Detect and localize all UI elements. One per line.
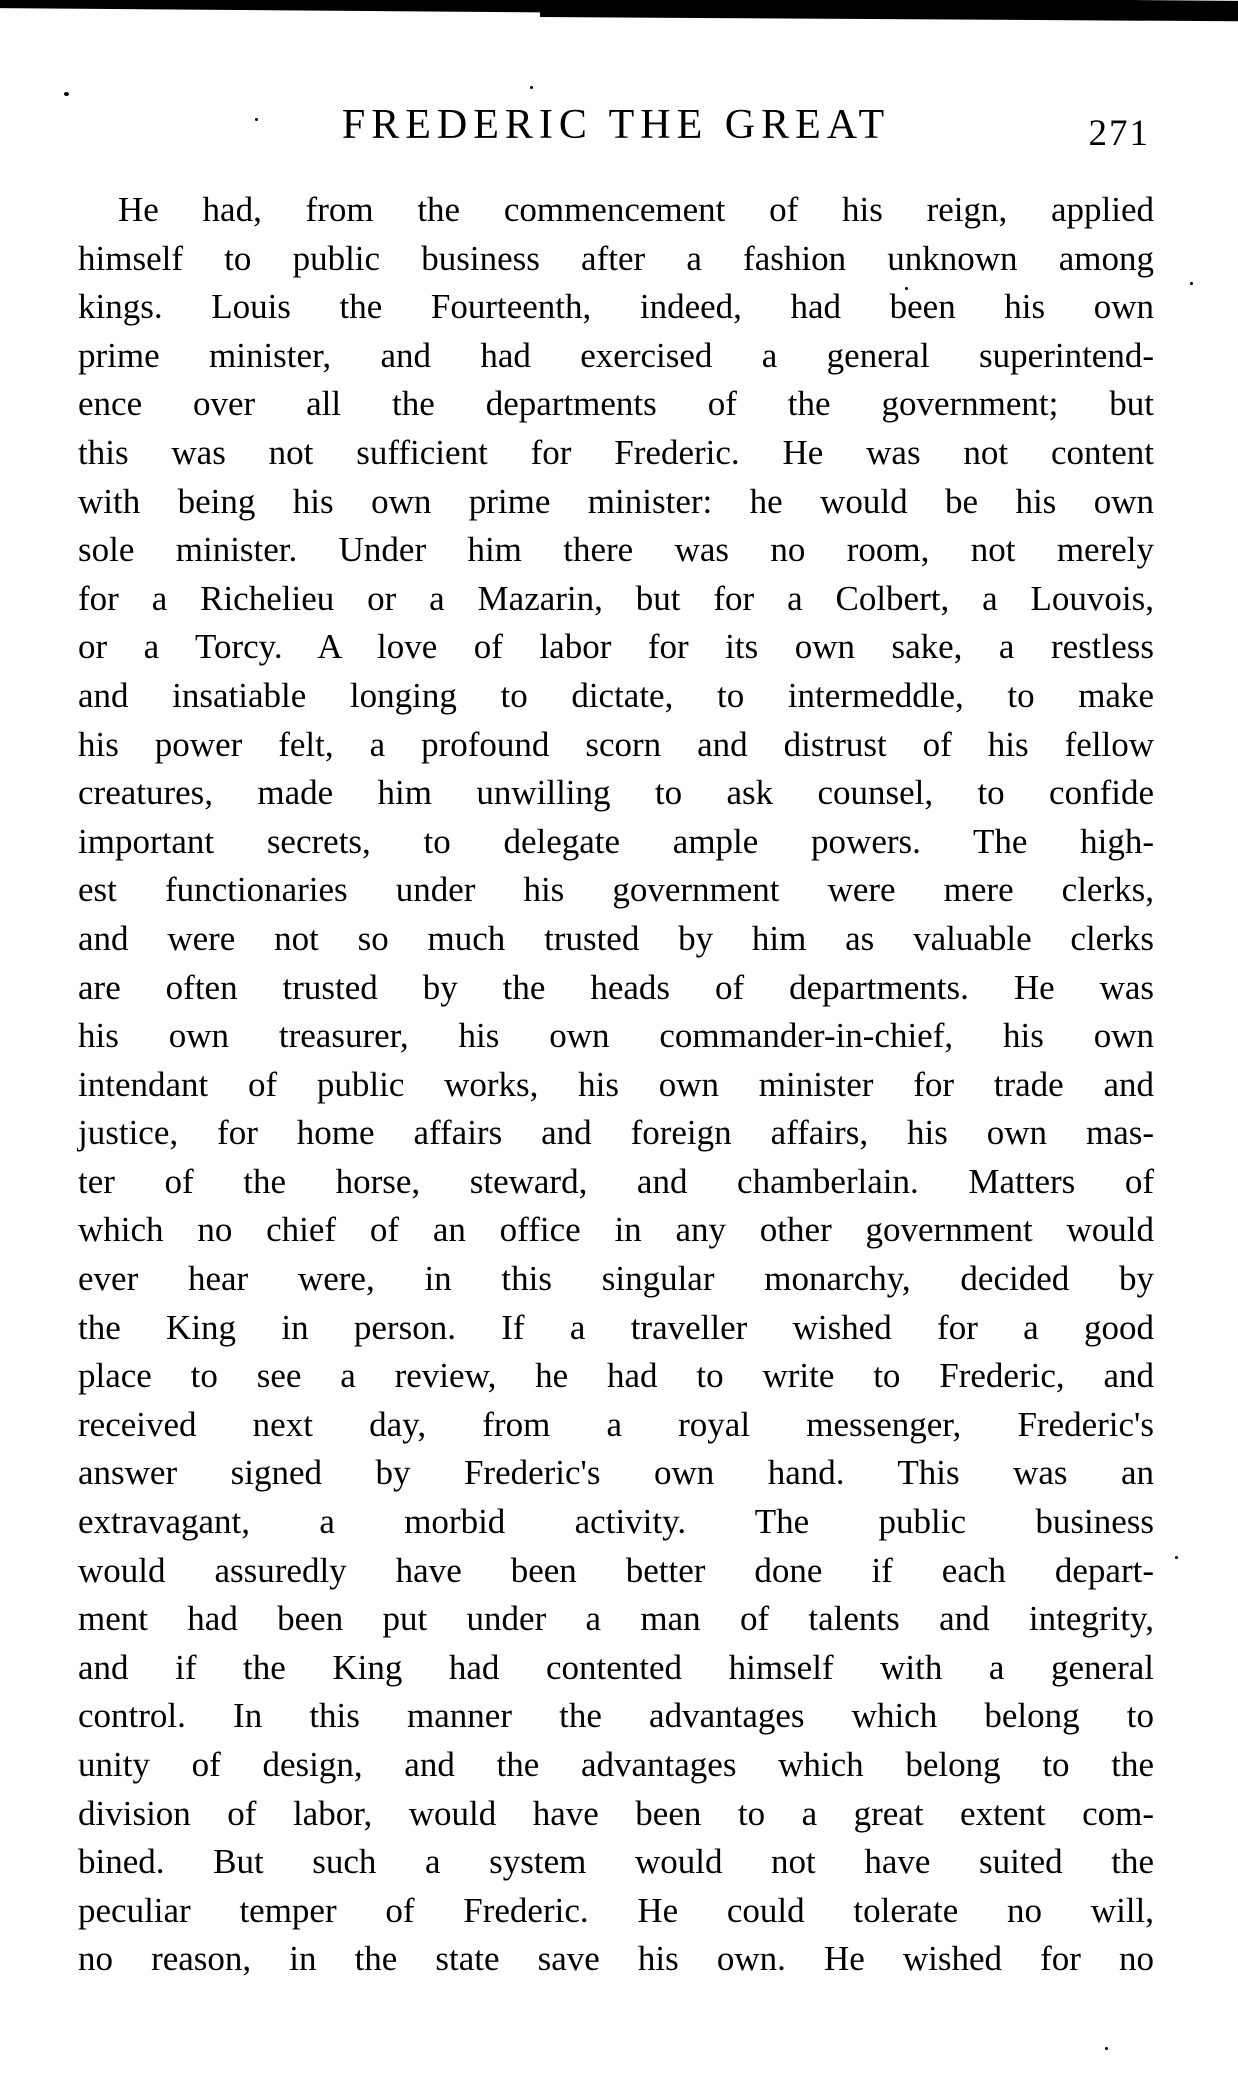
text-line: important secrets, to delegate ample powers. The high- — [78, 821, 1154, 861]
text-line: and if the King had contented himself with a general — [78, 1647, 1154, 1687]
text-line: division of labor, would have been to a great extent com- — [78, 1793, 1154, 1833]
text-line: peculiar temper of Frederic. He could tolerate no will, — [78, 1890, 1154, 1930]
text-line: his power felt, a profound scorn and distrust of his fellow — [78, 724, 1154, 764]
text-line: no reason, in the state save his own. He wished for no — [78, 1939, 1154, 1979]
text-line: and were not so much trusted by him as valuable clerks — [78, 918, 1154, 958]
text-line: est functionaries under his government were mere clerks, — [78, 870, 1154, 910]
text-line: and insatiable longing to dictate, to intermeddle, to make — [78, 675, 1154, 715]
text-line: ence over all the departments of the government; but — [78, 384, 1154, 424]
text-line: intendant of public works, his own minister for trade and — [78, 1064, 1154, 1104]
text-line: unity of design, and the advantages which belong to the — [78, 1745, 1154, 1784]
text-line: would assuredly have been better done if each depart- — [78, 1550, 1154, 1590]
body-text — [78, 186, 1154, 1984]
scan-speck — [1175, 1556, 1178, 1559]
text-line: place to see a review, he had to write to Frederic, and — [78, 1356, 1154, 1396]
text-line: creatures, made him unwilling to ask counsel, to confide — [78, 773, 1154, 813]
text-line: bined. But such a system would not have suited the — [78, 1842, 1154, 1882]
text-line: with being his own prime minister: he would be his own — [78, 481, 1154, 521]
scan-speck — [64, 92, 69, 96]
text-line: for a Richelieu or a Mazarin, but for a Colbert, a Louvois, — [78, 578, 1154, 618]
text-line: sole minister. Under him there was no room, not merely — [78, 530, 1154, 570]
text-line: himself to public business after a fashion unknown among — [78, 238, 1154, 278]
text-line: this was not sufficient for Frederic. He was not content — [78, 432, 1154, 472]
text-line: answer signed by Frederic's own hand. This was an — [78, 1453, 1154, 1493]
text-line: are often trusted by the heads of departments. He was — [78, 967, 1154, 1007]
text-line: ter of the horse, steward, and chamberlain. Matters of — [78, 1161, 1154, 1201]
text-line: justice, for home affairs and foreign affairs, his own mas- — [78, 1113, 1154, 1153]
scan-speck — [1105, 2047, 1108, 2050]
text-line: kings. Louis the Fourteenth, indeed, had been his own — [78, 287, 1154, 327]
scan-speck — [530, 86, 533, 89]
text-line: He had, from the commencement of his reign, applied — [118, 190, 1154, 229]
text-line: the King in person. If a traveller wished for a good — [78, 1307, 1154, 1347]
page-number: 271 — [1088, 113, 1150, 154]
text-line: extravagant, a morbid activity. The public business — [78, 1502, 1154, 1542]
page-title: FREDERIC THE GREAT — [341, 102, 891, 148]
running-header — [78, 98, 1154, 158]
text-line: control. In this manner the advantages which belong to — [78, 1696, 1154, 1736]
text-line: received next day, from a royal messenger, Frederic's — [78, 1404, 1154, 1444]
text-line: ever hear were, in this singular monarchy, decided by — [78, 1259, 1154, 1299]
text-line: which no chief of an office in any other government would — [78, 1210, 1154, 1250]
scan-speck — [1190, 282, 1193, 285]
text-line: ment had been put under a man of talents and integrity, — [78, 1599, 1154, 1639]
text-line: his own treasurer, his own commander-in-chief, his own — [78, 1016, 1154, 1056]
text-line: or a Torcy. A love of labor for its own sake, a restless — [78, 627, 1154, 667]
text-line: prime minister, and had exercised a general superintend- — [78, 335, 1154, 375]
